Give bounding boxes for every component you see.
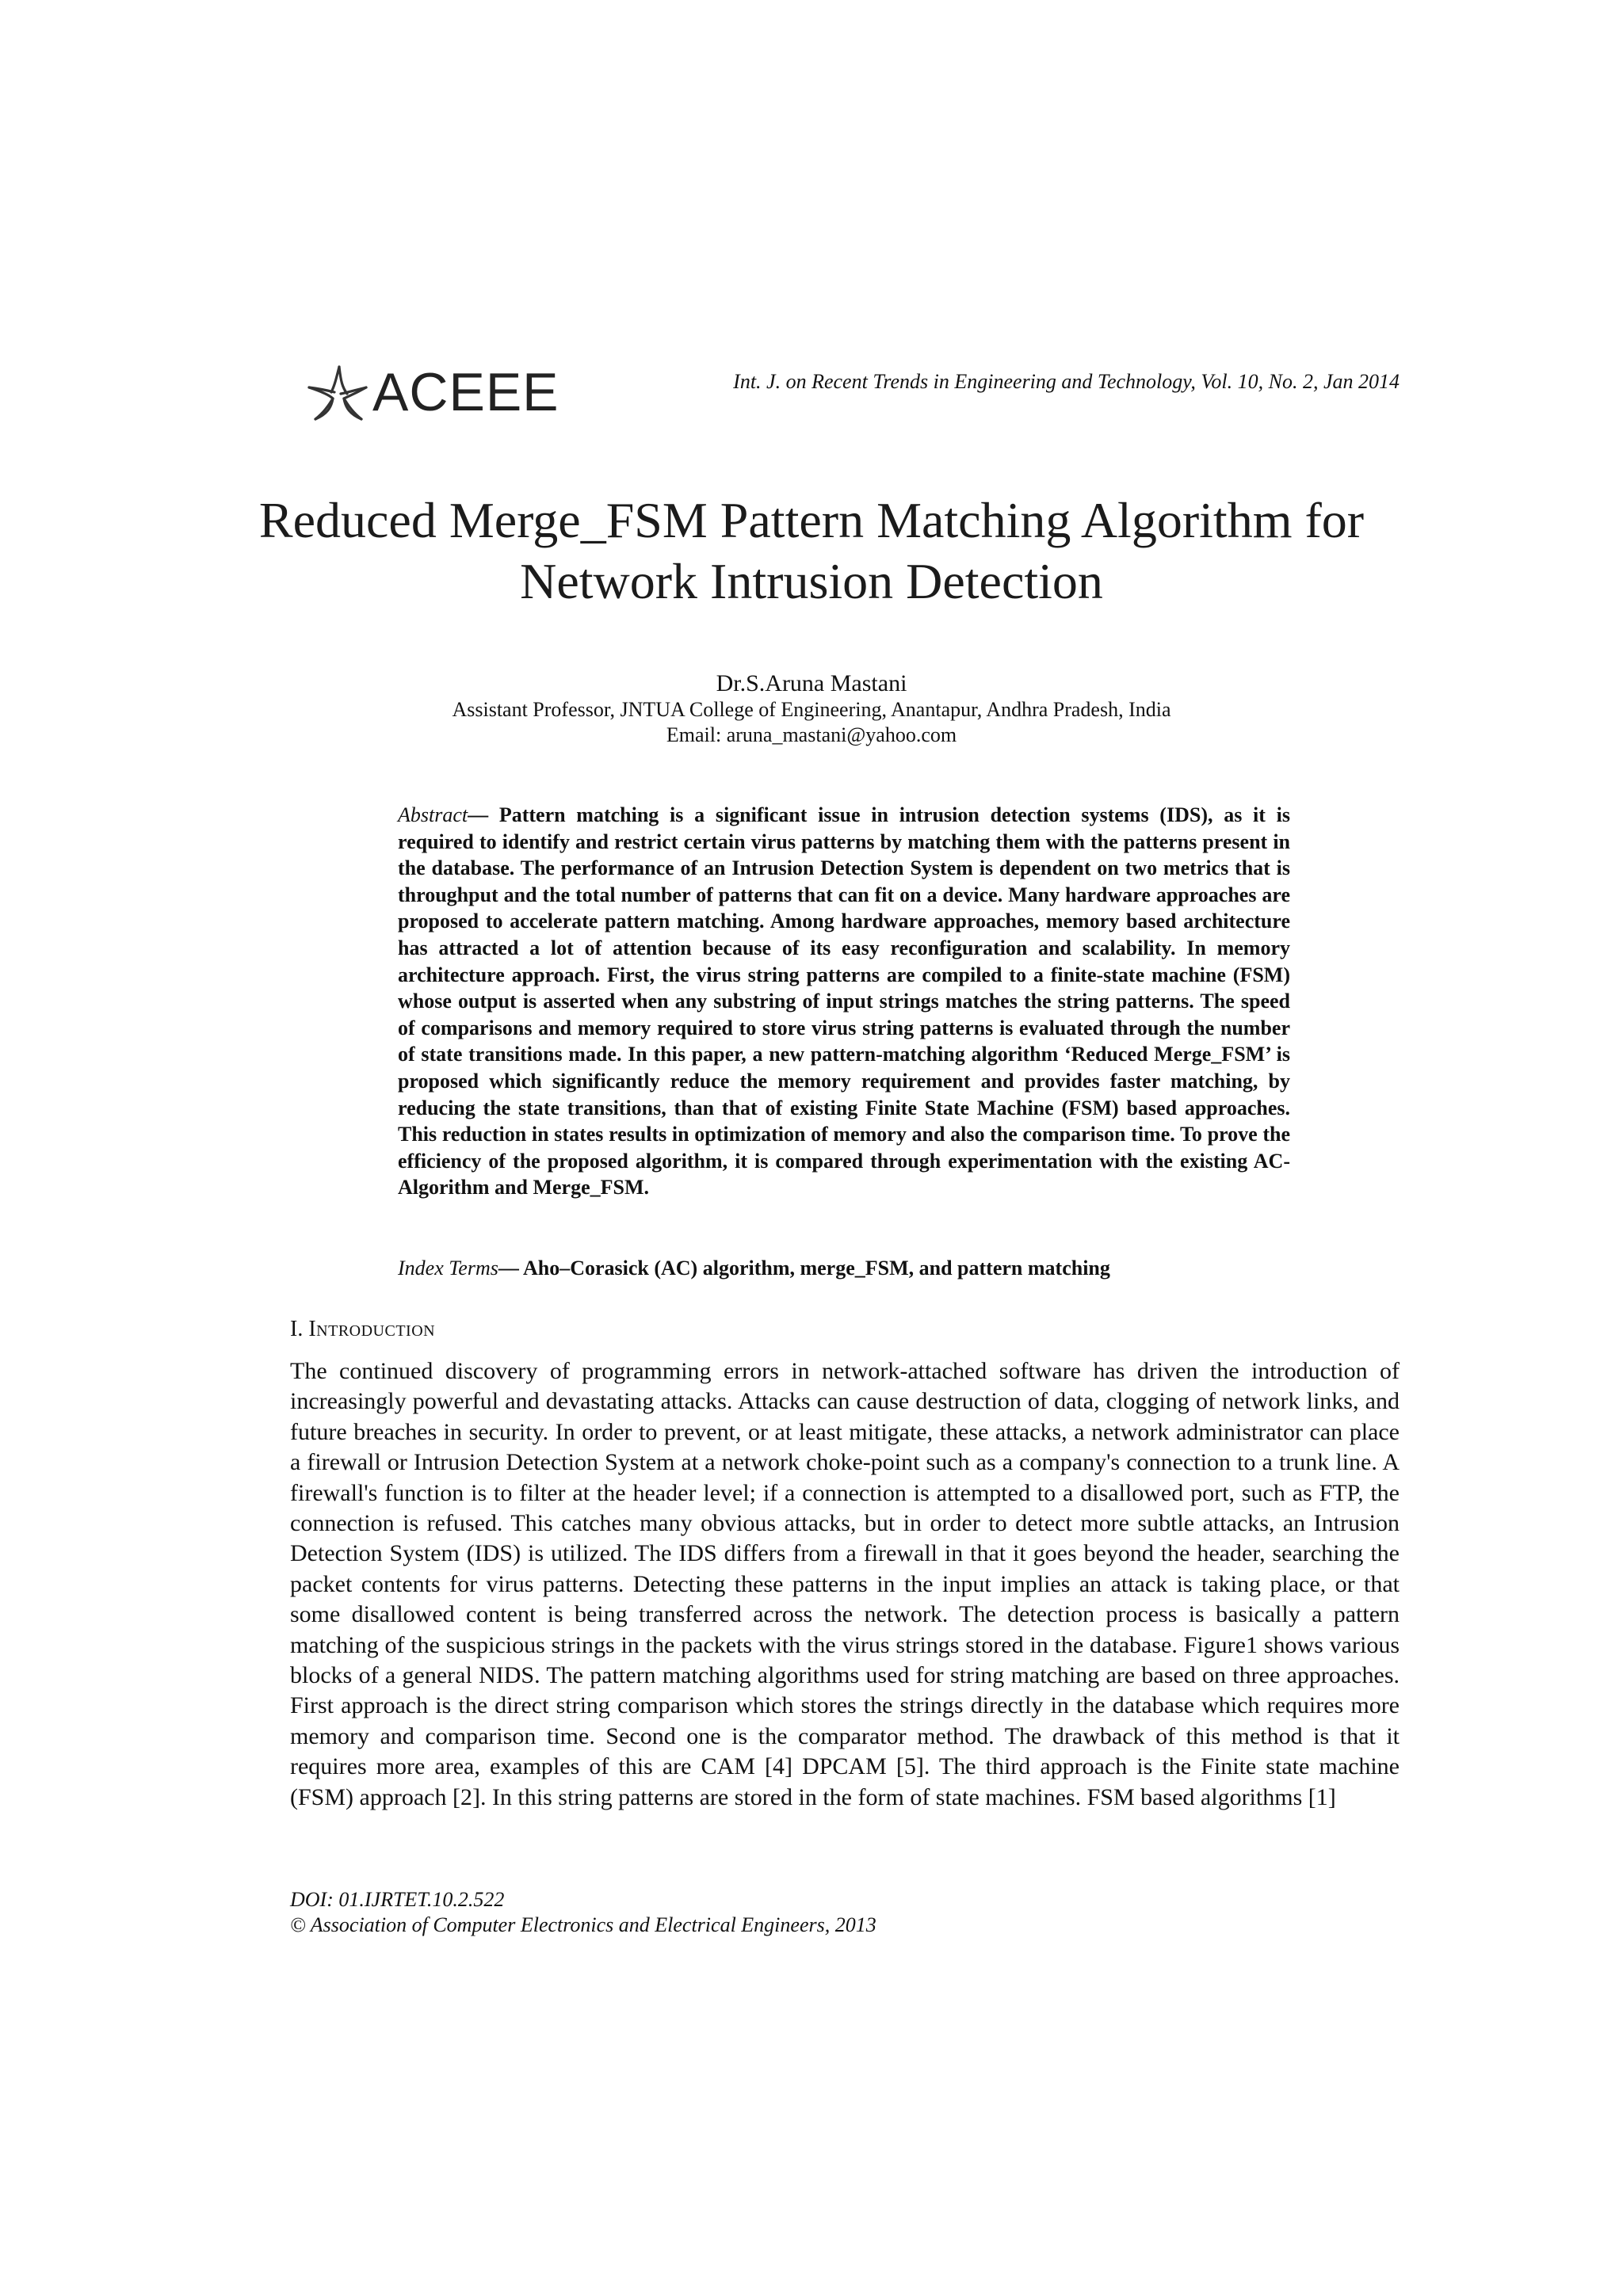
- index-terms-dash: —: [498, 1257, 523, 1280]
- abstract: [398, 802, 1290, 1201]
- author-email: Email: aruna_mastani@yahoo.com: [666, 723, 957, 746]
- abstract-text: Pattern matching is a significant issue in intrusion detection systems (IDS), as it is required to identify and restrict certain virus patterns by matching them with the patterns present in the database. The performance of an Intrusion Detection System is dependent on two metrics that is throughput and the total number of patterns that can fit on a device. Many hardware approaches are proposed to accelerate pattern matching. Among hardware approaches, memory based architecture has attracted a lot of attention because of its easy reconfiguration and scalability. In memory architecture approach. First, the virus string patterns are compiled to a finite-state machine (FSM) whose output is asserted when any substring of input strings matches the string patterns. The speed of comparisons and memory required to store virus string patterns is evaluated through the number of state transitions made. In this paper, a new pattern-matching algorithm ‘Reduced Merge_FSM’ is proposed which significantly reduce the memory requirement and provides faster matching, by reducing the state transitions, than that of existing Finite State Machine (FSM) based approaches. This reduction in states results in optimization of memory and also the comparison time. To prove the efficiency of the proposed algorithm, it is compared through experimentation with the existing AC-Algorithm and Merge_FSM.: [398, 803, 1290, 1199]
- page-footer: [290, 1887, 876, 1938]
- title-line-1: Reduced Merge_FSM Pattern Matching Algorithm for: [258, 492, 1365, 548]
- section-number: I.: [290, 1317, 309, 1341]
- copyright-line: © Association of Computer Electronics and Electrical Engineers, 2013: [290, 1913, 876, 1936]
- journal-logo: [304, 360, 559, 424]
- star-logo-icon: [304, 360, 371, 424]
- section-title: Introduction: [308, 1317, 436, 1341]
- author-block: [238, 670, 1385, 748]
- introduction-paragraph: The continued discovery of programming errors in network-attached software has driven the introduction of increasingly powerful and devastating attacks. Attacks can cause destruction of data, clogging of network links, and future breaches in security. In order to prevent, or at least mitigate, these attacks, a network administrator can place a firewall or Intrusion Detection System at a network choke-point such as a company's connection to a trunk line. A firewall's function is to filter at the header level; if a connection is attempted to a disallowed port, such as FTP, the connection is refused. This catches many obvious attacks, but in order to detect more subtle attacks, an Intrusion Detection System (IDS) is utilized. The IDS differs from a firewall in that it goes beyond the header, searching the packet contents for virus patterns. Detecting these patterns in the input implies an attack is taking place, or that some disallowed content is being transferred across the network. The detection process is basically a pattern matching of the suspicious strings in the packets with the virus strings stored in the database. Figure1 shows various blocks of a general NIDS. The pattern matching algorithms used for string matching are based on three approaches. First approach is the direct string comparison which stores the strings directly in the database which requires more memory and comparison time. Second one is the comparator method. The drawback of this method is that it requires more area, examples of this are CAM [4] DPCAM [5]. The third approach is the Finite state machine (FSM) approach [2]. In this string patterns are stored in the form of state machines. FSM based algorithms [1]: [290, 1358, 1400, 1810]
- journal-citation: Int. J. on Recent Trends in Engineering and Technology, Vol. 10, No. 2, Jan 2014: [733, 370, 1400, 393]
- title-line-2: Network Intrusion Detection: [520, 553, 1103, 609]
- abstract-label: Abstract: [398, 803, 468, 826]
- abstract-dash: —: [468, 803, 499, 826]
- author-affiliation: Assistant Professor, JNTUA College of Engineering, Anantapur, Andhra Pradesh, India: [452, 698, 1171, 721]
- index-terms: [398, 1255, 1290, 1282]
- author-name: Dr.S.Aruna Mastani: [716, 670, 907, 696]
- section-heading-introduction: [290, 1317, 435, 1342]
- paper-title: [238, 490, 1385, 612]
- doi-line: DOI: 01.IJRTET.10.2.522: [290, 1888, 505, 1911]
- index-terms-text: Aho–Corasick (AC) algorithm, merge_FSM, and pattern matching: [522, 1257, 1110, 1280]
- logo-text: ACEEE: [372, 362, 559, 422]
- index-terms-label: Index Terms: [398, 1257, 498, 1280]
